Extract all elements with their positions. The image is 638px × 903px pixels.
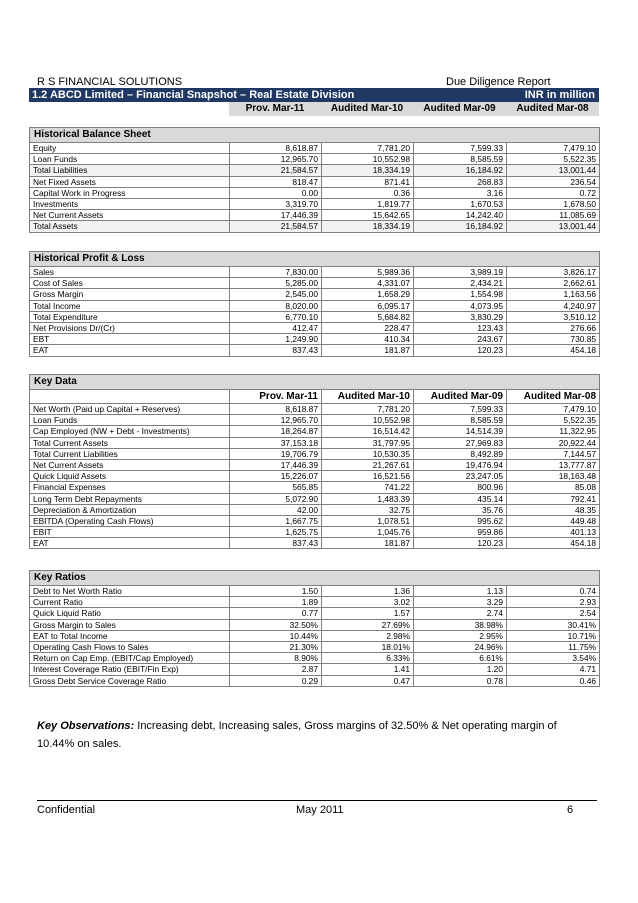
- row-label: Net Provisions Dr/(Cr): [30, 322, 230, 333]
- row-value: 18.01%: [322, 641, 414, 652]
- row-value: 2.87: [230, 664, 322, 675]
- row-label: Depreciation & Amortization: [30, 504, 230, 515]
- row-value: 401.13: [507, 527, 600, 538]
- table-row: [30, 415, 600, 426]
- key-ratios-table: [29, 570, 600, 687]
- row-label: Total Assets: [30, 221, 230, 232]
- row-label: Equity: [30, 143, 230, 154]
- row-value: 85.08: [507, 482, 600, 493]
- row-value: 42.00: [230, 504, 322, 515]
- row-value: 18,334.19: [322, 221, 414, 232]
- row-value: 10.71%: [507, 630, 600, 641]
- row-value: 1.57: [322, 608, 414, 619]
- table-row: [30, 322, 600, 333]
- row-value: 8.90%: [230, 653, 322, 664]
- row-value: 2.54: [507, 608, 600, 619]
- row-value: 3.16: [414, 187, 507, 198]
- row-value: 7,599.33: [414, 143, 507, 154]
- row-label: Gross Debt Service Coverage Ratio: [30, 675, 230, 686]
- row-value: 1,625.75: [230, 527, 322, 538]
- row-value: 27.69%: [322, 619, 414, 630]
- row-value: 6.61%: [414, 653, 507, 664]
- column-header-row: [30, 390, 600, 404]
- row-value: 1.50: [230, 586, 322, 597]
- row-value: 412.47: [230, 322, 322, 333]
- table-row: [30, 426, 600, 437]
- row-value: 1,667.75: [230, 515, 322, 526]
- row-label: EBIT: [30, 527, 230, 538]
- row-value: 14,514.39: [414, 426, 507, 437]
- row-value: 11,322.95: [507, 426, 600, 437]
- row-value: 21,584.57: [230, 221, 322, 232]
- row-value: 5,684.82: [322, 311, 414, 322]
- row-value: 4,073.95: [414, 300, 507, 311]
- row-value: 0.00: [230, 187, 322, 198]
- row-value: 228.47: [322, 322, 414, 333]
- row-label: Total Expenditure: [30, 311, 230, 322]
- row-value: 48.35: [507, 504, 600, 515]
- row-label: Operating Cash Flows to Sales: [30, 641, 230, 652]
- balance-sheet-table: [29, 127, 600, 233]
- row-value: 2.98%: [322, 630, 414, 641]
- column-header: Audited Mar-10: [321, 102, 413, 116]
- row-label: Gross Margin to Sales: [30, 619, 230, 630]
- row-label: Cap Employed (NW + Debt - Investments): [30, 426, 230, 437]
- table-row: [30, 515, 600, 526]
- row-value: 15,226.07: [230, 471, 322, 482]
- column-header: Audited Mar-08: [506, 102, 599, 116]
- row-label: Net Fixed Assets: [30, 176, 230, 187]
- row-value: 13,001.44: [507, 221, 600, 232]
- row-value: 181.87: [322, 345, 414, 356]
- row-value: 21.30%: [230, 641, 322, 652]
- row-label: EAT: [30, 538, 230, 549]
- row-value: 1,483.39: [322, 493, 414, 504]
- column-header: Prov. Mar-11: [230, 390, 322, 404]
- table-row: [30, 653, 600, 664]
- row-value: 15,642.65: [322, 210, 414, 221]
- row-value: 14,242.40: [414, 210, 507, 221]
- row-value: 8,585.59: [414, 415, 507, 426]
- row-value: 995.62: [414, 515, 507, 526]
- row-value: 7,479.10: [507, 404, 600, 415]
- row-value: 8,618.87: [230, 143, 322, 154]
- row-value: 0.74: [507, 586, 600, 597]
- row-label: EAT to Total Income: [30, 630, 230, 641]
- row-value: 2,434.21: [414, 278, 507, 289]
- row-value: 11,085.69: [507, 210, 600, 221]
- row-value: 871.41: [322, 176, 414, 187]
- row-value: 818.47: [230, 176, 322, 187]
- row-value: 16,184.92: [414, 165, 507, 176]
- row-value: 13,777.87: [507, 459, 600, 470]
- row-value: 31,797.95: [322, 437, 414, 448]
- row-value: 2.93: [507, 597, 600, 608]
- section-heading-row: [30, 128, 600, 143]
- footer-date: May 2011: [296, 804, 344, 816]
- row-label: Total Current Assets: [30, 437, 230, 448]
- row-value: 1,678.50: [507, 198, 600, 209]
- table-row: [30, 437, 600, 448]
- row-value: 16,514.42: [322, 426, 414, 437]
- row-value: 10,552.98: [322, 154, 414, 165]
- row-value: 1.41: [322, 664, 414, 675]
- row-value: 23,247.05: [414, 471, 507, 482]
- row-label: Total Current Liabilities: [30, 448, 230, 459]
- row-value: 19,706.79: [230, 448, 322, 459]
- row-value: 32.50%: [230, 619, 322, 630]
- key-observations: [37, 717, 597, 753]
- row-value: 4,240.97: [507, 300, 600, 311]
- table-row: [30, 482, 600, 493]
- row-value: 565.85: [230, 482, 322, 493]
- row-value: 11.75%: [507, 641, 600, 652]
- table-row: [30, 493, 600, 504]
- row-value: 5,522.35: [507, 415, 600, 426]
- table-row: [30, 664, 600, 675]
- row-label: Cost of Sales: [30, 278, 230, 289]
- row-value: 1.89: [230, 597, 322, 608]
- section-title-bar: [29, 88, 599, 102]
- section-title: 1.2 ABCD Limited – Financial Snapshot – Real Estate Division: [32, 89, 355, 101]
- row-value: 17,446.39: [230, 210, 322, 221]
- row-value: 3,989.19: [414, 267, 507, 278]
- table-row: [30, 630, 600, 641]
- row-label: Long Term Debt Repayments: [30, 493, 230, 504]
- table-row: [30, 198, 600, 209]
- row-value: 454.18: [507, 538, 600, 549]
- row-value: 0.77: [230, 608, 322, 619]
- row-label: Financial Expenses: [30, 482, 230, 493]
- row-label: Quick Liquid Assets: [30, 471, 230, 482]
- row-label: EAT: [30, 345, 230, 356]
- section-heading: Historical Profit & Loss: [30, 252, 600, 267]
- column-header-blank: [30, 390, 230, 404]
- row-value: 123.43: [414, 322, 507, 333]
- row-value: 800.96: [414, 482, 507, 493]
- row-value: 2,545.00: [230, 289, 322, 300]
- row-value: 3,830.29: [414, 311, 507, 322]
- row-value: 5,072.90: [230, 493, 322, 504]
- row-value: 2.74: [414, 608, 507, 619]
- section-heading-row: [30, 571, 600, 586]
- unit-label: INR in million: [524, 89, 595, 101]
- row-value: 120.23: [414, 345, 507, 356]
- row-value: 3,319.70: [230, 198, 322, 209]
- row-value: 7,781.20: [322, 143, 414, 154]
- table-row: [30, 289, 600, 300]
- row-value: 8,618.87: [230, 404, 322, 415]
- row-label: EBITDA (Operating Cash Flows): [30, 515, 230, 526]
- row-value: 435.14: [414, 493, 507, 504]
- row-value: 236.54: [507, 176, 600, 187]
- table-row: [30, 300, 600, 311]
- company-name: R S FINANCIAL SOLUTIONS: [37, 76, 183, 88]
- row-value: 4.71: [507, 664, 600, 675]
- row-value: 10,552.98: [322, 415, 414, 426]
- table-row: [30, 504, 600, 515]
- row-value: 243.67: [414, 334, 507, 345]
- column-header: Audited Mar-10: [322, 390, 414, 404]
- column-header: Prov. Mar-11: [229, 102, 321, 116]
- row-label: Current Ratio: [30, 597, 230, 608]
- table-row: [30, 278, 600, 289]
- row-value: 27,969.83: [414, 437, 507, 448]
- row-value: 2,662.61: [507, 278, 600, 289]
- row-value: 837.43: [230, 538, 322, 549]
- section-heading: Key Ratios: [30, 571, 600, 586]
- row-label: Investments: [30, 198, 230, 209]
- row-value: 7,479.10: [507, 143, 600, 154]
- row-value: 449.48: [507, 515, 600, 526]
- row-label: Net Current Assets: [30, 459, 230, 470]
- column-header: Audited Mar-09: [413, 102, 506, 116]
- row-value: 1,249.90: [230, 334, 322, 345]
- row-label: Capital Work in Progress: [30, 187, 230, 198]
- row-label: Debt to Net Worth Ratio: [30, 586, 230, 597]
- table-row: [30, 471, 600, 482]
- table-row: [30, 597, 600, 608]
- table-row: [30, 586, 600, 597]
- row-value: 3.54%: [507, 653, 600, 664]
- row-value: 2.95%: [414, 630, 507, 641]
- row-value: 1.13: [414, 586, 507, 597]
- row-value: 6.33%: [322, 653, 414, 664]
- row-value: 19,476.94: [414, 459, 507, 470]
- row-label: Gross Margin: [30, 289, 230, 300]
- row-value: 730.85: [507, 334, 600, 345]
- row-label: Loan Funds: [30, 415, 230, 426]
- row-value: 1,045.76: [322, 527, 414, 538]
- row-value: 1,658.29: [322, 289, 414, 300]
- row-value: 7,830.00: [230, 267, 322, 278]
- row-value: 3.29: [414, 597, 507, 608]
- row-value: 7,781.20: [322, 404, 414, 415]
- row-value: 276.66: [507, 322, 600, 333]
- table-row: [30, 641, 600, 652]
- table-row: [30, 334, 600, 345]
- table-row: [30, 619, 600, 630]
- row-label: Loan Funds: [30, 154, 230, 165]
- section-heading-row: [30, 375, 600, 390]
- row-value: 18,163.48: [507, 471, 600, 482]
- profit-loss-table: [29, 251, 600, 357]
- table-row: [30, 608, 600, 619]
- row-value: 0.47: [322, 675, 414, 686]
- row-label: Total Income: [30, 300, 230, 311]
- table-row: [30, 221, 600, 232]
- table-row: [30, 210, 600, 221]
- row-value: 12,965.70: [230, 154, 322, 165]
- row-value: 32.75: [322, 504, 414, 515]
- row-value: 13,001.44: [507, 165, 600, 176]
- page-number: 6: [567, 804, 574, 816]
- section-heading: Key Data: [30, 375, 600, 390]
- table-row: [30, 187, 600, 198]
- row-value: 1,819.77: [322, 198, 414, 209]
- row-value: 1,670.53: [414, 198, 507, 209]
- row-value: 8,020.00: [230, 300, 322, 311]
- row-label: Return on Cap Emp. (EBIT/Cap Employed): [30, 653, 230, 664]
- column-header: Audited Mar-09: [414, 390, 507, 404]
- table-row: [30, 311, 600, 322]
- row-value: 454.18: [507, 345, 600, 356]
- row-value: 24.96%: [414, 641, 507, 652]
- row-value: 3.02: [322, 597, 414, 608]
- row-value: 4,331.07: [322, 278, 414, 289]
- row-value: 7,144.57: [507, 448, 600, 459]
- row-value: 410.34: [322, 334, 414, 345]
- row-label: Quick Liquid Ratio: [30, 608, 230, 619]
- footer-confidential: Confidential: [37, 804, 96, 816]
- table-row: [30, 154, 600, 165]
- table-row: [30, 448, 600, 459]
- row-value: 1,554.98: [414, 289, 507, 300]
- table-row: [30, 176, 600, 187]
- row-value: 17,446.39: [230, 459, 322, 470]
- row-value: 18,264.87: [230, 426, 322, 437]
- row-value: 5,989.36: [322, 267, 414, 278]
- key-data-table: [29, 374, 600, 549]
- table-row: [30, 165, 600, 176]
- row-value: 21,584.57: [230, 165, 322, 176]
- row-value: 120.23: [414, 538, 507, 549]
- table-row: [30, 345, 600, 356]
- row-value: 1,078.51: [322, 515, 414, 526]
- table-row: [30, 675, 600, 686]
- row-value: 6,770.10: [230, 311, 322, 322]
- row-value: 5,522.35: [507, 154, 600, 165]
- row-label: Interest Coverage Ratio (EBIT/Fin Exp): [30, 664, 230, 675]
- row-value: 0.78: [414, 675, 507, 686]
- row-value: 1.20: [414, 664, 507, 675]
- row-value: 792.41: [507, 493, 600, 504]
- row-value: 10.44%: [230, 630, 322, 641]
- row-value: 0.36: [322, 187, 414, 198]
- row-label: Net Current Assets: [30, 210, 230, 221]
- row-value: 30.41%: [507, 619, 600, 630]
- row-value: 38.98%: [414, 619, 507, 630]
- section-heading: Historical Balance Sheet: [30, 128, 600, 143]
- row-value: 0.46: [507, 675, 600, 686]
- row-value: 7,599.33: [414, 404, 507, 415]
- row-value: 181.87: [322, 538, 414, 549]
- row-value: 6,095.17: [322, 300, 414, 311]
- row-value: 16,521.56: [322, 471, 414, 482]
- footer-divider: [37, 800, 597, 801]
- section-heading-row: [30, 252, 600, 267]
- row-label: Sales: [30, 267, 230, 278]
- table-row: [30, 538, 600, 549]
- table-row: [30, 267, 600, 278]
- row-label: Total Liabilities: [30, 165, 230, 176]
- row-value: 268.83: [414, 176, 507, 187]
- row-value: 5,285.00: [230, 278, 322, 289]
- row-value: 18,334.19: [322, 165, 414, 176]
- table-row: [30, 459, 600, 470]
- table-row: [30, 404, 600, 415]
- observations-text: Increasing debt, Increasing sales, Gross margins of 32.50% & Net operating margin of 10.44% on sales.: [37, 720, 557, 750]
- row-value: 16,184.92: [414, 221, 507, 232]
- row-value: 8,585.59: [414, 154, 507, 165]
- observations-label: Key Observations:: [37, 720, 135, 732]
- row-label: EBT: [30, 334, 230, 345]
- row-value: 35.76: [414, 504, 507, 515]
- row-value: 0.72: [507, 187, 600, 198]
- row-value: 837.43: [230, 345, 322, 356]
- column-header: Audited Mar-08: [507, 390, 600, 404]
- table-row: [30, 527, 600, 538]
- row-label: Net Worth (Paid up Capital + Reserves): [30, 404, 230, 415]
- row-value: 3,826.17: [507, 267, 600, 278]
- row-value: 37,153.18: [230, 437, 322, 448]
- row-value: 0.29: [230, 675, 322, 686]
- row-value: 741.22: [322, 482, 414, 493]
- row-value: 12,965.70: [230, 415, 322, 426]
- row-value: 8,492.89: [414, 448, 507, 459]
- row-value: 10,530.35: [322, 448, 414, 459]
- row-value: 3,510.12: [507, 311, 600, 322]
- row-value: 21,267.61: [322, 459, 414, 470]
- row-value: 959.86: [414, 527, 507, 538]
- row-value: 1.36: [322, 586, 414, 597]
- row-value: 1,163.56: [507, 289, 600, 300]
- report-name: Due Diligence Report: [446, 76, 551, 88]
- table-row: [30, 143, 600, 154]
- row-value: 20,922.44: [507, 437, 600, 448]
